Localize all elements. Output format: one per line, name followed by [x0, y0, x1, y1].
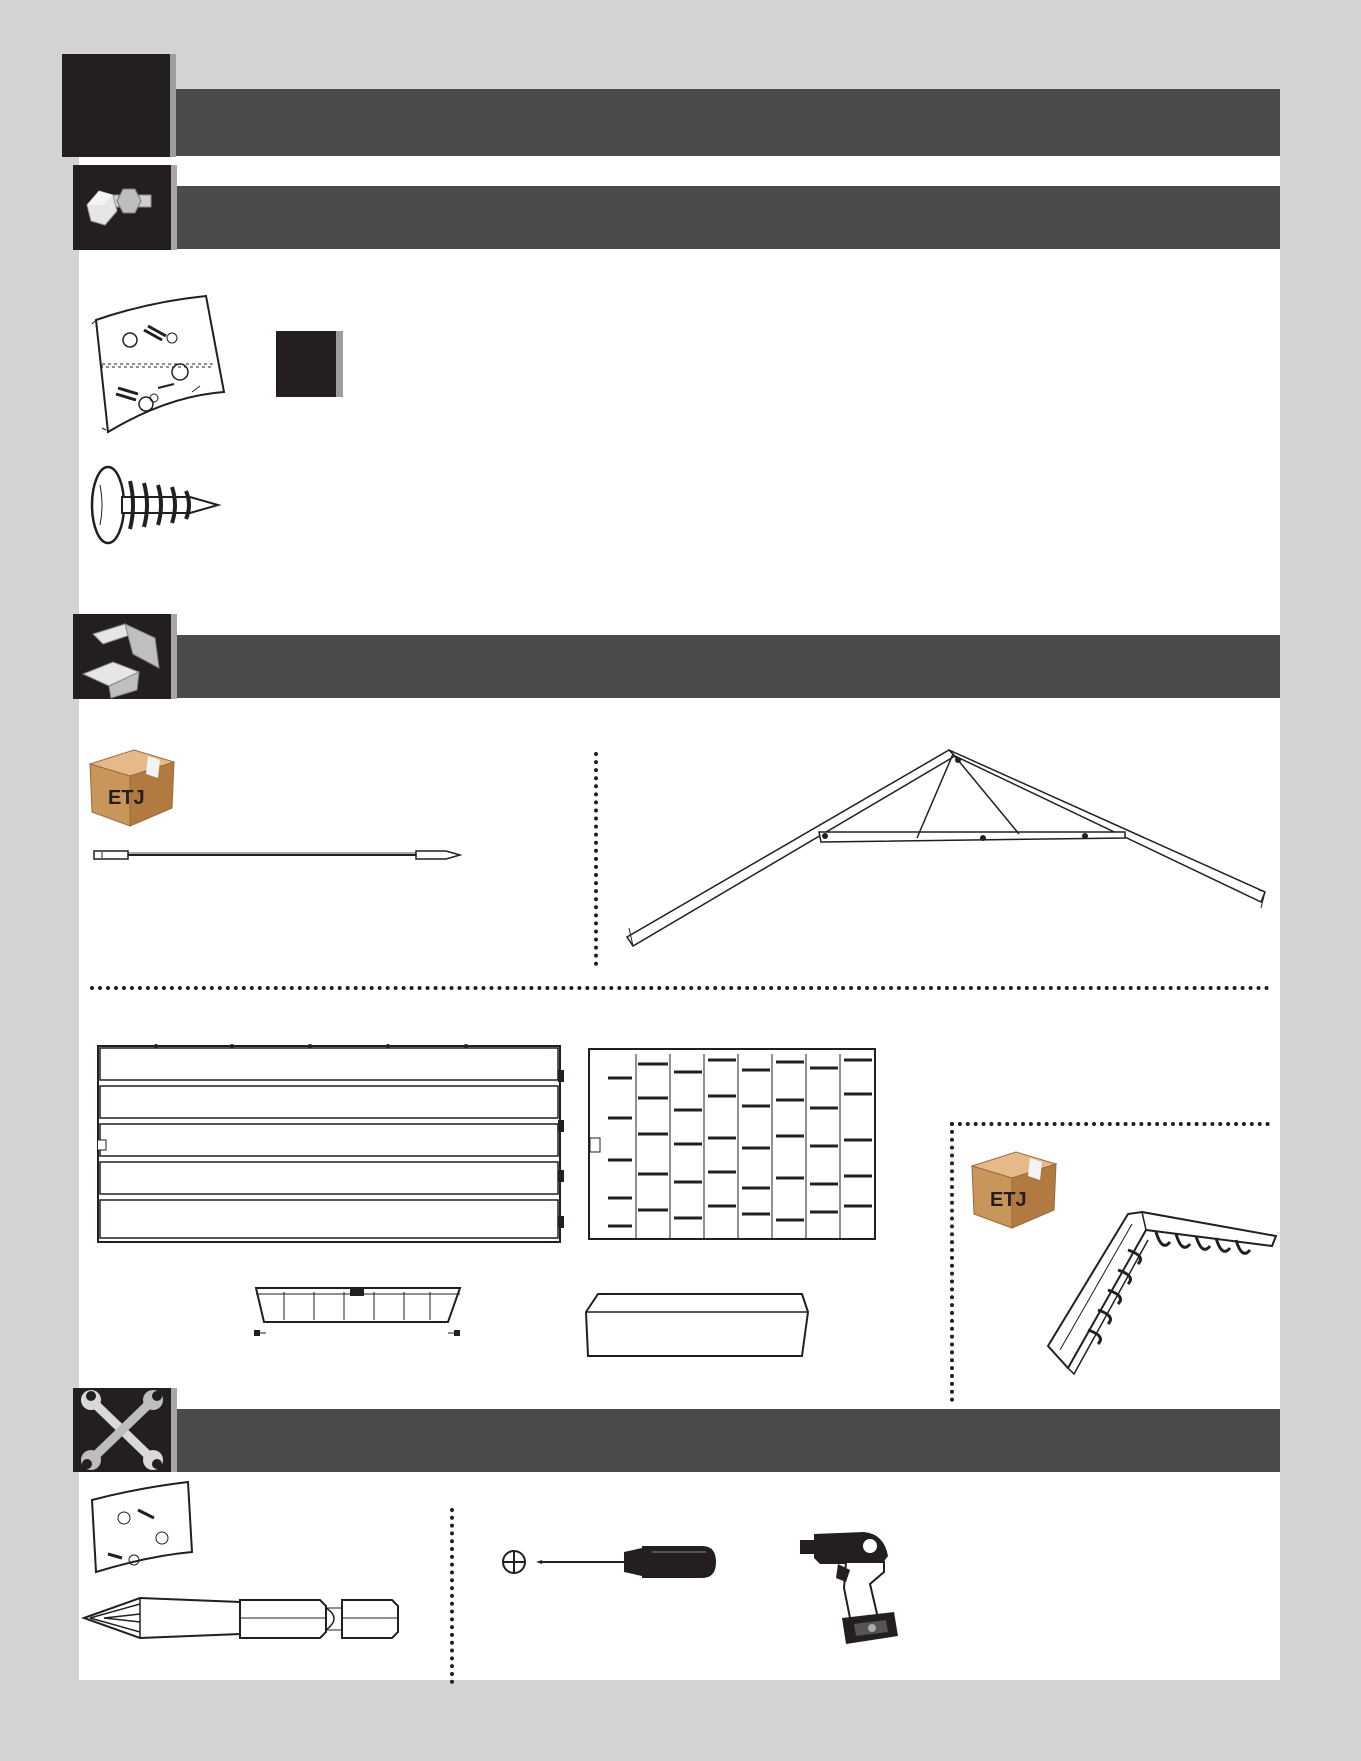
ridge-cap-icon — [584, 1290, 810, 1360]
phillips-bit-icon — [80, 1594, 402, 1644]
tools-divider-vertical — [450, 1508, 454, 1684]
tools-icon-box — [73, 1388, 171, 1472]
etj-box-2-label: ETJ — [990, 1189, 1027, 1211]
screw-icon — [90, 465, 225, 545]
etj-box-label: ETJ — [108, 787, 145, 809]
bolt-nut-icon — [73, 165, 171, 250]
hardware-step-edge — [336, 331, 343, 397]
roof-corner-icon — [1046, 1210, 1278, 1374]
header-bar — [176, 89, 1280, 156]
hardware-step-box — [276, 331, 336, 397]
parts-divider-horizontal — [90, 986, 1270, 990]
hardware-bag-icon — [88, 292, 228, 432]
hardware-bar — [177, 186, 1280, 249]
cordless-drill-icon — [798, 1528, 908, 1646]
bit-bag-icon — [88, 1480, 194, 1572]
parts-icon-box — [73, 614, 171, 699]
trim-strip-icon — [254, 1284, 464, 1340]
tools-bar — [177, 1409, 1280, 1472]
parts-bar — [177, 635, 1280, 698]
corner-divider-horizontal — [950, 1122, 1270, 1126]
hardware-icon-box — [73, 165, 171, 250]
etj-box-icon — [88, 748, 178, 826]
wall-panel-icon — [96, 1040, 564, 1245]
rod-icon — [94, 848, 464, 862]
roof-shingle-panel-icon — [588, 1048, 878, 1242]
screwdriver-icon — [502, 1540, 716, 1584]
roof-truss-icon — [625, 742, 1265, 950]
wrenches-icon — [73, 1388, 171, 1472]
corner-divider-vertical — [950, 1122, 954, 1402]
brackets-icon — [73, 614, 171, 699]
step-number-block — [62, 54, 170, 157]
parts-divider-vertical — [594, 752, 598, 966]
